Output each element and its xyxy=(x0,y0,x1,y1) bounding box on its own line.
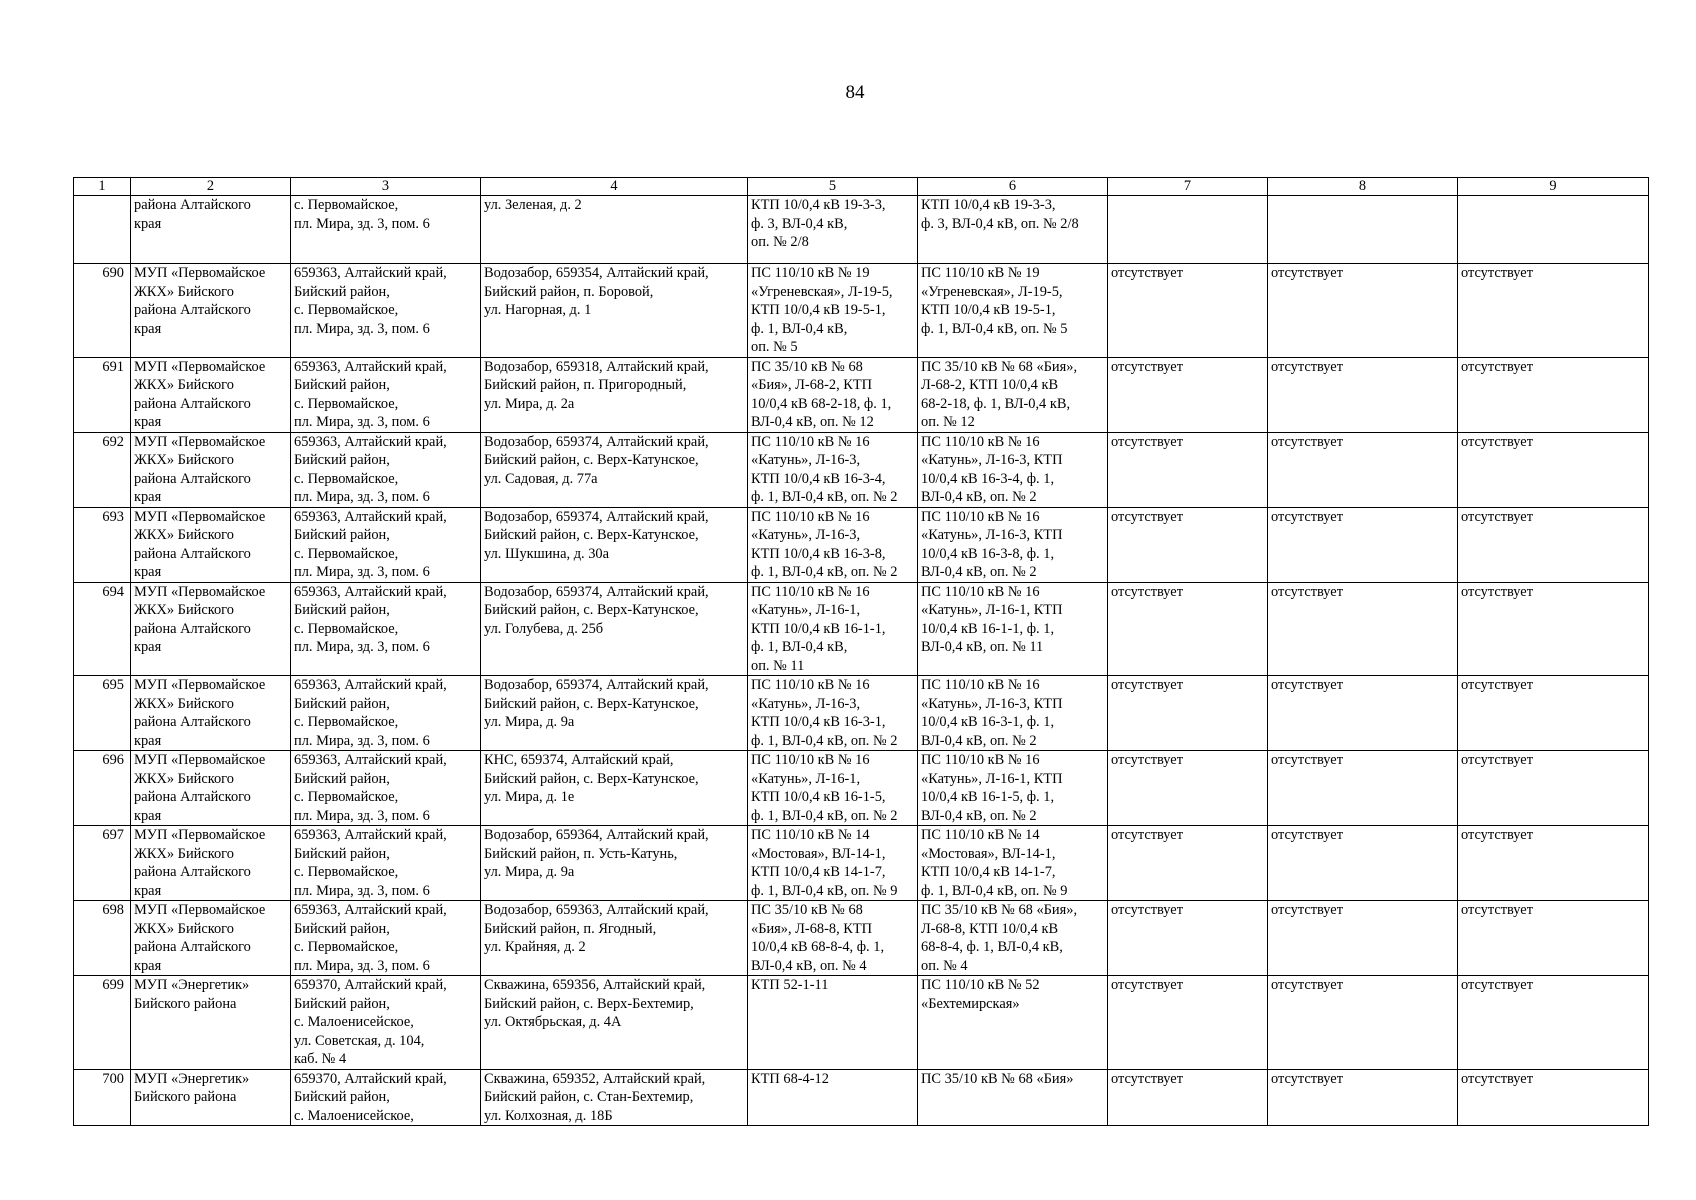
owner-address-cell: 659363, Алтайский край, Бийский район, с. Первомайское, пл. Мира, зд. 3, пом. 6 xyxy=(291,264,481,358)
connection-point-cell: КТП 68-4-12 xyxy=(748,1069,918,1126)
column-9-cell: отсутствует xyxy=(1458,264,1649,358)
object-address-cell: Водозабор, 659374, Алтайский край, Бийский район, с. Верх-Катунское, ул. Мира, д. 9а xyxy=(481,676,748,751)
object-address-cell: Водозабор, 659374, Алтайский край, Бийский район, с. Верх-Катунское, ул. Шукшина, д. 30а xyxy=(481,507,748,582)
row-number-cell: 699 xyxy=(74,976,131,1070)
owner-address-cell: 659363, Алтайский край, Бийский район, с. Первомайское, пл. Мира, зд. 3, пом. 6 xyxy=(291,432,481,507)
boundary-cell: ПС 110/10 кВ № 14 «Мостовая», ВЛ-14-1, КТП 10/0,4 кВ 14-1-7, ф. 1, ВЛ-0,4 кВ, оп. № 9 xyxy=(918,826,1108,901)
column-9-cell: отсутствует xyxy=(1458,357,1649,432)
connection-point-cell: ПС 110/10 кВ № 16 «Катунь», Л-16-3, КТП 10/0,4 кВ 16-3-1, ф. 1, ВЛ-0,4 кВ, оп. № 2 xyxy=(748,676,918,751)
column-9-cell: отсутствует xyxy=(1458,432,1649,507)
column-8-cell: отсутствует xyxy=(1268,582,1458,676)
column-8-cell: отсутствует xyxy=(1268,826,1458,901)
connection-point-cell: ПС 35/10 кВ № 68 «Бия», Л-68-8, КТП 10/0,4 кВ 68-8-4, ф. 1, ВЛ-0,4 кВ, оп. № 4 xyxy=(748,901,918,976)
column-9-cell: отсутствует xyxy=(1458,582,1649,676)
table-row xyxy=(74,976,1649,1070)
column-number: 2 xyxy=(131,178,291,196)
column-7-cell: отсутствует xyxy=(1108,676,1268,751)
connection-point-cell: ПС 110/10 кВ № 19 «Угреневская», Л-19-5, КТП 10/0,4 кВ 19-5-1, ф. 1, ВЛ-0,4 кВ, оп. № 5 xyxy=(748,264,918,358)
owner-cell: МУП «Первомайское ЖКХ» Бийского района Алтайского края xyxy=(131,676,291,751)
column-8-cell: отсутствует xyxy=(1268,507,1458,582)
boundary-cell: КТП 10/0,4 кВ 19-3-3, ф. 3, ВЛ-0,4 кВ, оп. № 2/8 xyxy=(918,196,1108,264)
table-row xyxy=(74,196,1649,264)
row-number-cell: 697 xyxy=(74,826,131,901)
column-8-cell: отсутствует xyxy=(1268,676,1458,751)
column-7-cell: отсутствует xyxy=(1108,976,1268,1070)
owner-address-cell: 659363, Алтайский край, Бийский район, с. Первомайское, пл. Мира, зд. 3, пом. 6 xyxy=(291,582,481,676)
owner-address-cell: 659363, Алтайский край, Бийский район, с. Первомайское, пл. Мира, зд. 3, пом. 6 xyxy=(291,751,481,826)
owner-cell: МУП «Первомайское ЖКХ» Бийского района Алтайского края xyxy=(131,432,291,507)
object-address-cell: Водозабор, 659363, Алтайский край, Бийский район, п. Ягодный, ул. Крайняя, д. 2 xyxy=(481,901,748,976)
column-number: 1 xyxy=(74,178,131,196)
object-address-cell: Водозабор, 659374, Алтайский край, Бийский район, с. Верх-Катунское, ул. Голубева, д. 25б xyxy=(481,582,748,676)
row-number-cell xyxy=(74,196,131,264)
owner-cell: МУП «Первомайское ЖКХ» Бийского района Алтайского края xyxy=(131,826,291,901)
column-9-cell: отсутствует xyxy=(1458,1069,1649,1126)
boundary-cell: ПС 110/10 кВ № 16 «Катунь», Л-16-3, КТП 10/0,4 кВ 16-3-1, ф. 1, ВЛ-0,4 кВ, оп. № 2 xyxy=(918,676,1108,751)
boundary-cell: ПС 110/10 кВ № 19 «Угреневская», Л-19-5, КТП 10/0,4 кВ 19-5-1, ф. 1, ВЛ-0,4 кВ, оп. № 5 xyxy=(918,264,1108,358)
boundary-cell: ПС 110/10 кВ № 16 «Катунь», Л-16-3, КТП 10/0,4 кВ 16-3-4, ф. 1, ВЛ-0,4 кВ, оп. № 2 xyxy=(918,432,1108,507)
column-8-cell: отсутствует xyxy=(1268,264,1458,358)
column-7-cell: отсутствует xyxy=(1108,751,1268,826)
column-number: 5 xyxy=(748,178,918,196)
boundary-cell: ПС 110/10 кВ № 16 «Катунь», Л-16-1, КТП 10/0,4 кВ 16-1-1, ф. 1, ВЛ-0,4 кВ, оп. № 11 xyxy=(918,582,1108,676)
owner-address-cell: 659363, Алтайский край, Бийский район, с. Первомайское, пл. Мира, зд. 3, пом. 6 xyxy=(291,507,481,582)
column-8-cell xyxy=(1268,196,1458,264)
table-row xyxy=(74,357,1649,432)
column-8-cell: отсутствует xyxy=(1268,901,1458,976)
object-address-cell: Водозабор, 659318, Алтайский край, Бийский район, п. Пригородный, ул. Мира, д. 2а xyxy=(481,357,748,432)
table-row xyxy=(74,676,1649,751)
object-address-cell: Водозабор, 659364, Алтайский край, Бийский район, п. Усть-Катунь, ул. Мира, д. 9а xyxy=(481,826,748,901)
connection-point-cell: КТП 52-1-11 xyxy=(748,976,918,1070)
column-7-cell: отсутствует xyxy=(1108,432,1268,507)
object-address-cell: Водозабор, 659354, Алтайский край, Бийский район, п. Боровой, ул. Нагорная, д. 1 xyxy=(481,264,748,358)
row-number-cell: 692 xyxy=(74,432,131,507)
column-7-cell xyxy=(1108,196,1268,264)
object-address-cell: КНС, 659374, Алтайский край, Бийский район, с. Верх-Катунское, ул. Мира, д. 1е xyxy=(481,751,748,826)
owner-cell: МУП «Первомайское ЖКХ» Бийского района Алтайского края xyxy=(131,582,291,676)
boundary-cell: ПС 35/10 кВ № 68 «Бия» xyxy=(918,1069,1108,1126)
row-number-cell: 695 xyxy=(74,676,131,751)
owner-cell: МУП «Энергетик» Бийского района xyxy=(131,1069,291,1126)
column-number: 7 xyxy=(1108,178,1268,196)
column-7-cell: отсутствует xyxy=(1108,507,1268,582)
column-9-cell xyxy=(1458,196,1649,264)
column-9-cell: отсутствует xyxy=(1458,976,1649,1070)
column-7-cell: отсутствует xyxy=(1108,901,1268,976)
row-number-cell: 690 xyxy=(74,264,131,358)
table-row xyxy=(74,901,1649,976)
registry-table xyxy=(73,177,1649,1126)
object-address-cell: Скважина, 659352, Алтайский край, Бийский район, с. Стан-Бехтемир, ул. Колхозная, д. 18Б xyxy=(481,1069,748,1126)
owner-cell: МУП «Первомайское ЖКХ» Бийского района Алтайского края xyxy=(131,264,291,358)
owner-address-cell: с. Первомайское, пл. Мира, зд. 3, пом. 6 xyxy=(291,196,481,264)
column-9-cell: отсутствует xyxy=(1458,751,1649,826)
column-7-cell: отсутствует xyxy=(1108,826,1268,901)
column-number: 4 xyxy=(481,178,748,196)
connection-point-cell: ПС 110/10 кВ № 16 «Катунь», Л-16-3, КТП 10/0,4 кВ 16-3-8, ф. 1, ВЛ-0,4 кВ, оп. № 2 xyxy=(748,507,918,582)
boundary-cell: ПС 110/10 кВ № 16 «Катунь», Л-16-1, КТП 10/0,4 кВ 16-1-5, ф. 1, ВЛ-0,4 кВ, оп. № 2 xyxy=(918,751,1108,826)
column-number: 6 xyxy=(918,178,1108,196)
column-9-cell: отсутствует xyxy=(1458,676,1649,751)
page-number: 84 xyxy=(845,82,865,103)
column-8-cell: отсутствует xyxy=(1268,357,1458,432)
owner-address-cell: 659363, Алтайский край, Бийский район, с. Первомайское, пл. Мира, зд. 3, пом. 6 xyxy=(291,901,481,976)
row-number-cell: 694 xyxy=(74,582,131,676)
table-row xyxy=(74,432,1649,507)
owner-cell: района Алтайского края xyxy=(131,196,291,264)
table-row xyxy=(74,751,1649,826)
owner-address-cell: 659363, Алтайский край, Бийский район, с. Первомайское, пл. Мира, зд. 3, пом. 6 xyxy=(291,676,481,751)
column-7-cell: отсутствует xyxy=(1108,1069,1268,1126)
row-number-cell: 700 xyxy=(74,1069,131,1126)
owner-cell: МУП «Первомайское ЖКХ» Бийского района Алтайского края xyxy=(131,901,291,976)
owner-cell: МУП «Первомайское ЖКХ» Бийского района Алтайского края xyxy=(131,751,291,826)
column-9-cell: отсутствует xyxy=(1458,507,1649,582)
column-number: 8 xyxy=(1268,178,1458,196)
owner-address-cell: 659363, Алтайский край, Бийский район, с. Первомайское, пл. Мира, зд. 3, пом. 6 xyxy=(291,826,481,901)
owner-cell: МУП «Первомайское ЖКХ» Бийского района Алтайского края xyxy=(131,357,291,432)
column-7-cell: отсутствует xyxy=(1108,357,1268,432)
table-row xyxy=(74,264,1649,358)
connection-point-cell: ПС 110/10 кВ № 16 «Катунь», Л-16-3, КТП 10/0,4 кВ 16-3-4, ф. 1, ВЛ-0,4 кВ, оп. № 2 xyxy=(748,432,918,507)
row-number-cell: 698 xyxy=(74,901,131,976)
connection-point-cell: ПС 110/10 кВ № 16 «Катунь», Л-16-1, КТП 10/0,4 кВ 16-1-5, ф. 1, ВЛ-0,4 кВ, оп. № 2 xyxy=(748,751,918,826)
row-number-cell: 691 xyxy=(74,357,131,432)
column-number-row xyxy=(74,178,1649,196)
owner-address-cell: 659370, Алтайский край, Бийский район, с. Малоенисейское, ул. Советская, д. 104, каб. № 4 xyxy=(291,976,481,1070)
column-8-cell: отсутствует xyxy=(1268,1069,1458,1126)
column-number: 9 xyxy=(1458,178,1649,196)
object-address-cell: Водозабор, 659374, Алтайский край, Бийский район, с. Верх-Катунское, ул. Садовая, д. 77а xyxy=(481,432,748,507)
boundary-cell: ПС 110/10 кВ № 52 «Бехтемирская» xyxy=(918,976,1108,1070)
table-row xyxy=(74,507,1649,582)
owner-cell: МУП «Энергетик» Бийского района xyxy=(131,976,291,1070)
row-number-cell: 693 xyxy=(74,507,131,582)
column-7-cell: отсутствует xyxy=(1108,582,1268,676)
boundary-cell: ПС 110/10 кВ № 16 «Катунь», Л-16-3, КТП 10/0,4 кВ 16-3-8, ф. 1, ВЛ-0,4 кВ, оп. № 2 xyxy=(918,507,1108,582)
column-9-cell: отсутствует xyxy=(1458,901,1649,976)
owner-cell: МУП «Первомайское ЖКХ» Бийского района Алтайского края xyxy=(131,507,291,582)
object-address-cell: Скважина, 659356, Алтайский край, Бийский район, с. Верх-Бехтемир, ул. Октябрьская, д. 4А xyxy=(481,976,748,1070)
owner-address-cell: 659370, Алтайский край, Бийский район, с. Малоенисейское, xyxy=(291,1069,481,1126)
owner-address-cell: 659363, Алтайский край, Бийский район, с. Первомайское, пл. Мира, зд. 3, пом. 6 xyxy=(291,357,481,432)
column-8-cell: отсутствует xyxy=(1268,432,1458,507)
connection-point-cell: ПС 110/10 кВ № 14 «Мостовая», ВЛ-14-1, КТП 10/0,4 кВ 14-1-7, ф. 1, ВЛ-0,4 кВ, оп. № 9 xyxy=(748,826,918,901)
column-8-cell: отсутствует xyxy=(1268,751,1458,826)
column-9-cell: отсутствует xyxy=(1458,826,1649,901)
boundary-cell: ПС 35/10 кВ № 68 «Бия», Л-68-2, КТП 10/0,4 кВ 68-2-18, ф. 1, ВЛ-0,4 кВ, оп. № 12 xyxy=(918,357,1108,432)
column-number: 3 xyxy=(291,178,481,196)
column-7-cell: отсутствует xyxy=(1108,264,1268,358)
object-address-cell: ул. Зеленая, д. 2 xyxy=(481,196,748,264)
table-row xyxy=(74,1069,1649,1126)
column-8-cell: отсутствует xyxy=(1268,976,1458,1070)
table-row xyxy=(74,826,1649,901)
connection-point-cell: КТП 10/0,4 кВ 19-3-3, ф. 3, ВЛ-0,4 кВ, оп. № 2/8 xyxy=(748,196,918,264)
boundary-cell: ПС 35/10 кВ № 68 «Бия», Л-68-8, КТП 10/0,4 кВ 68-8-4, ф. 1, ВЛ-0,4 кВ, оп. № 4 xyxy=(918,901,1108,976)
connection-point-cell: ПС 110/10 кВ № 16 «Катунь», Л-16-1, КТП 10/0,4 кВ 16-1-1, ф. 1, ВЛ-0,4 кВ, оп. № 11 xyxy=(748,582,918,676)
connection-point-cell: ПС 35/10 кВ № 68 «Бия», Л-68-2, КТП 10/0,4 кВ 68-2-18, ф. 1, ВЛ-0,4 кВ, оп. № 12 xyxy=(748,357,918,432)
table-row xyxy=(74,582,1649,676)
row-number-cell: 696 xyxy=(74,751,131,826)
